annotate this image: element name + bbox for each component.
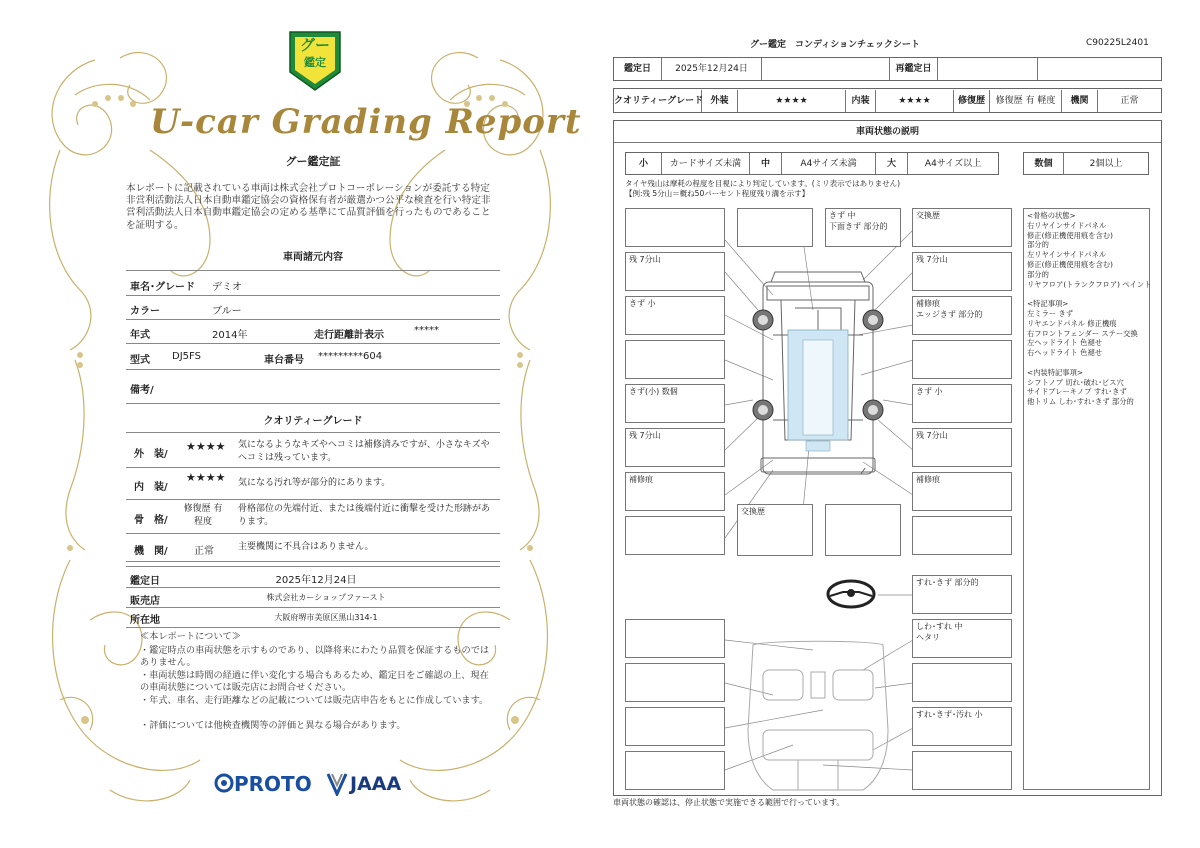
- color-value: ブルー: [212, 306, 242, 317]
- size-mid-desc: A4サイズ未満: [782, 153, 876, 174]
- annotation-text: 交換歴: [916, 211, 940, 220]
- mileage-value: *****: [414, 325, 439, 336]
- annotation-box: [912, 663, 1012, 702]
- annotation-box: [912, 575, 1012, 614]
- annotation-text: 残 7分山: [629, 255, 661, 264]
- exterior-stars: ★★★★: [738, 90, 846, 112]
- annotation-text: きず 小: [916, 387, 943, 396]
- note-line: <内装特記事項>: [1027, 367, 1084, 377]
- tire-example: 【例:残 5分山＝概ね50パーセント程度残り溝を示す】: [625, 189, 810, 198]
- annotation-box: [625, 296, 725, 335]
- annotation-text: 残 7分山: [916, 431, 948, 440]
- note-line: 修正(修正機使用痕を含む): [1027, 259, 1113, 269]
- grade-row-exterior: [126, 434, 500, 468]
- shop-label: 販売店: [130, 596, 160, 607]
- annotation-box: [912, 751, 1012, 790]
- annotation-box: [625, 707, 725, 746]
- divider: [126, 270, 500, 271]
- name-label: 車名･グレード: [130, 282, 195, 293]
- intro-paragraph: 本レポートに記載されている車両は株式会社プロトコーポレーションが委託する特定非営利活動法人日本自動車鑑定協会の資格保有者が厳選かつ公平な検査を行い特定非営利活動法人日本自動車鑑定協会の定める基準にて品質評価を行ったものであることを証明する。: [126, 183, 491, 231]
- repair-label: 修復歴: [954, 90, 990, 112]
- annotation-text: 補修痕: [629, 475, 653, 484]
- quality-grade-label: クオリティーグレード: [614, 90, 702, 112]
- count-desc: 2個以上: [1089, 159, 1123, 169]
- note-line: 修正(修正機使用痕を含む): [1027, 230, 1113, 240]
- annotation-text: [913, 517, 1011, 519]
- condition-heading: 車両状態の説明: [614, 121, 1161, 143]
- grade-row-frame: [126, 500, 500, 534]
- grade-stars: ★★★★: [186, 471, 226, 484]
- annotation-text: 交換歴: [741, 507, 765, 516]
- interior-stars: ★★★★: [876, 90, 954, 112]
- annotation-box: [625, 516, 725, 555]
- sheet-title: グー鑑定 コンディションチェックシート: [750, 40, 920, 50]
- annotation-text: [626, 708, 724, 710]
- notes-list: [1024, 209, 1152, 409]
- shop-value: 株式会社カーショップファースト: [266, 593, 386, 602]
- annotation-text: すれ･きず 部分的: [916, 578, 979, 587]
- sheet-footer: 車両状態の確認は、停止状態で実施できる範囲で行っています。: [613, 798, 845, 807]
- annotation-text: [738, 209, 812, 211]
- engine-label: 機関: [1062, 90, 1098, 112]
- spec-row-year: [126, 320, 500, 344]
- logo-text-goo: グー: [299, 36, 330, 54]
- model-label: 型式: [130, 355, 150, 366]
- logo-text-kantei: 鑑定: [304, 56, 326, 69]
- empty-cell: [762, 58, 890, 80]
- annotation-text: 補修痕: [916, 475, 940, 484]
- annotation-box: [912, 516, 1012, 555]
- info-row-shop: [126, 588, 500, 608]
- annotation-text: [626, 664, 724, 666]
- exterior-label: 外装: [702, 90, 738, 112]
- grade-description: 骨格部位の先端付近、または後端付近に衝撃を受けた形跡があります。: [238, 504, 491, 527]
- annotation-box: [625, 384, 725, 423]
- spec-row-model: [126, 344, 500, 370]
- note-line: リヤエンドパネル 修正機痕: [1027, 318, 1117, 328]
- annotation-text: しわ･すれ 中 ヘタリ: [916, 622, 963, 642]
- annotation-box: [912, 707, 1012, 746]
- proto-brand: PROTO: [234, 772, 312, 796]
- annotation-box: [912, 252, 1012, 291]
- annotation-box: [625, 208, 725, 247]
- grade-label: 外 装/: [134, 449, 168, 460]
- annotation-text: [913, 664, 1011, 666]
- note-line: 右リヤインサイドパネル: [1027, 220, 1107, 230]
- annotation-box: [625, 663, 725, 702]
- note-item: ・評価については他検査機関等の評価と異なる場合があります。: [140, 720, 406, 731]
- interior-label: 内装: [846, 90, 876, 112]
- note-item: ・車両状態は時間の経過に伴い変化する場合もあるため、鑑定日をご確認の上、現在の車両状態については販売店にお問合せください。: [140, 670, 489, 694]
- divider: [126, 432, 500, 433]
- remarks-label: 備考/: [130, 385, 154, 396]
- size-large-label: 大: [876, 153, 908, 174]
- annotation-box: [825, 504, 901, 556]
- grade-row-interior: [126, 468, 500, 500]
- size-small-label: 小: [626, 153, 662, 174]
- annotation-text: すれ･きず･汚れ 小: [916, 710, 983, 719]
- note-line: 部分的: [1027, 269, 1049, 279]
- grade-engine-value: 正常: [194, 546, 214, 557]
- spec-row-color: [126, 296, 500, 320]
- annotation-box: [912, 340, 1012, 379]
- repair-value: 修復歴 有 軽度: [990, 90, 1062, 112]
- grade-label: 内 装/: [134, 482, 168, 493]
- annotation-text: きず(小) 数個: [629, 387, 678, 396]
- note-line: 右ヘッドライト 色褪せ: [1027, 348, 1103, 358]
- note-line: <特記事項>: [1027, 299, 1069, 309]
- address-label: 所在地: [130, 615, 160, 626]
- grade-label: 機 関/: [134, 546, 168, 557]
- spec-row-name: [126, 272, 500, 296]
- grade-row-engine: [126, 534, 500, 562]
- note-line: 部分的: [1027, 240, 1049, 250]
- annotation-text: 残 7分山: [916, 255, 948, 264]
- annotation-box: [625, 428, 725, 467]
- date-value: 2025年12月24日: [275, 575, 357, 586]
- chassis-value: *********604: [318, 351, 383, 362]
- annotation-box: [825, 208, 901, 247]
- note-line: 左リヤインサイドパネル: [1027, 250, 1107, 260]
- year-value: 2014年: [212, 330, 248, 341]
- quality-row: [613, 88, 1162, 113]
- annotation-box: [912, 428, 1012, 467]
- annotation-text: きず 小: [629, 299, 656, 308]
- annotation-text: [913, 752, 1011, 754]
- year-label: 年式: [130, 330, 150, 341]
- size-small-desc: カードサイズ未満: [662, 153, 750, 174]
- annotation-box: [912, 384, 1012, 423]
- size-legend: [625, 152, 999, 175]
- annotation-text: [626, 517, 724, 519]
- annotation-text: 補修痕 エッジきず 部分的: [916, 299, 983, 319]
- grade-description: 気になる汚れ等が部分的にあります。: [238, 478, 391, 488]
- note-line: シフトノブ 切れ･破れ･ビス穴: [1027, 377, 1124, 387]
- annotation-text: 残 7分山: [629, 431, 661, 440]
- annotation-box: [625, 751, 725, 790]
- annotation-box: [912, 208, 1012, 247]
- annotation-text: [826, 505, 900, 507]
- annotation-box: [912, 619, 1012, 658]
- count-label: 数個: [1024, 153, 1064, 174]
- model-value: DJ5FS: [172, 351, 201, 362]
- info-row-date: [126, 566, 500, 588]
- note-line: サイドブレーキノブ すれ･きず: [1027, 387, 1127, 397]
- annotation-text: きず 中 下面きず 部分的: [829, 211, 888, 231]
- sheet-code: C90225L2401: [1086, 38, 1149, 48]
- annotation-text: [626, 341, 724, 343]
- annotation-box: [625, 619, 725, 658]
- annotation-text: [913, 341, 1011, 343]
- annotation-box: [737, 208, 813, 247]
- grade-label: 骨 格/: [134, 515, 168, 526]
- info-row-address: [126, 608, 500, 628]
- note-line: [1027, 289, 1146, 299]
- annotation-text: [626, 209, 724, 211]
- jaaa-logo-icon: [326, 770, 348, 796]
- spec-row-remarks: [126, 370, 500, 404]
- reinspection-date-value: [938, 58, 1038, 80]
- grade-description: 気になるようなキズやヘコミは補修済みですが、小さなキズやヘコミは残っています。: [238, 440, 490, 463]
- script-title: U-car Grading Report: [150, 102, 582, 142]
- note-item: ・年式、車名、走行距離などの記載については販売店申告をもとに作成しています。: [140, 695, 489, 706]
- note-line: 左ヘッドライト 色褪せ: [1027, 338, 1103, 348]
- address-value: 大阪府堺市美原区黒山314-1: [274, 613, 378, 622]
- notes-title: ≪本レポートについて≫: [140, 631, 241, 642]
- note-line: [1027, 358, 1146, 368]
- proto-logo-icon: [214, 772, 234, 794]
- annotation-box: [737, 504, 813, 556]
- grade-stars: ★★★★: [186, 440, 226, 453]
- date-label: 鑑定日: [130, 576, 160, 587]
- notes-panel: [1023, 208, 1150, 790]
- annotation-box: [912, 472, 1012, 511]
- note-line: 左ミラー きず: [1027, 308, 1074, 318]
- annotation-box: [625, 340, 725, 379]
- certificate-title: グー鑑定証: [285, 155, 341, 168]
- note-item: ・鑑定時点の車両状態を示すものであり、以降将来にわたり品質を保証するものではありません。: [140, 645, 490, 669]
- chassis-label: 車台番号: [264, 355, 304, 366]
- date-row: [613, 57, 1162, 81]
- reinspection-date-label: 再鑑定日: [890, 58, 938, 80]
- note-line: <骨格の状態>: [1027, 211, 1076, 220]
- color-label: カラー: [130, 306, 160, 317]
- annotation-box: [625, 472, 725, 511]
- count-legend: [1023, 152, 1149, 175]
- note-line: 右フロントフェンダー ステー交換: [1027, 328, 1138, 338]
- annotation-text: [626, 752, 724, 754]
- jaaa-brand: JAAA: [350, 773, 402, 795]
- grade-description: 主要機関に不具合はありません。: [238, 542, 374, 552]
- tire-note: タイヤ残山は摩耗の程度を目視により判定しています。(ミリ表示ではありません): [625, 179, 901, 188]
- note-line: リヤフロア(トランクフロア) ペイント: [1027, 279, 1152, 289]
- size-large-desc: A4サイズ以上: [924, 159, 982, 169]
- quality-heading: クオリティーグレード: [263, 416, 363, 427]
- name-value: デミオ: [212, 282, 242, 293]
- specs-heading: 車両諸元内容: [283, 252, 343, 263]
- mileage-label: 走行距離計表示: [314, 330, 384, 341]
- note-line: 他トリム しわ･すれ･きず 部分的: [1027, 397, 1134, 407]
- annotation-text: [626, 620, 724, 622]
- grade-repair-value: 修復歴 有 程度: [183, 504, 223, 527]
- size-mid-label: 中: [750, 153, 782, 174]
- annotation-box: [625, 252, 725, 291]
- engine-value: 正常: [1120, 96, 1139, 106]
- annotation-box: [912, 296, 1012, 335]
- inspection-date-value: 2025年12月24日: [662, 58, 762, 80]
- inspection-date-label: 鑑定日: [614, 58, 662, 80]
